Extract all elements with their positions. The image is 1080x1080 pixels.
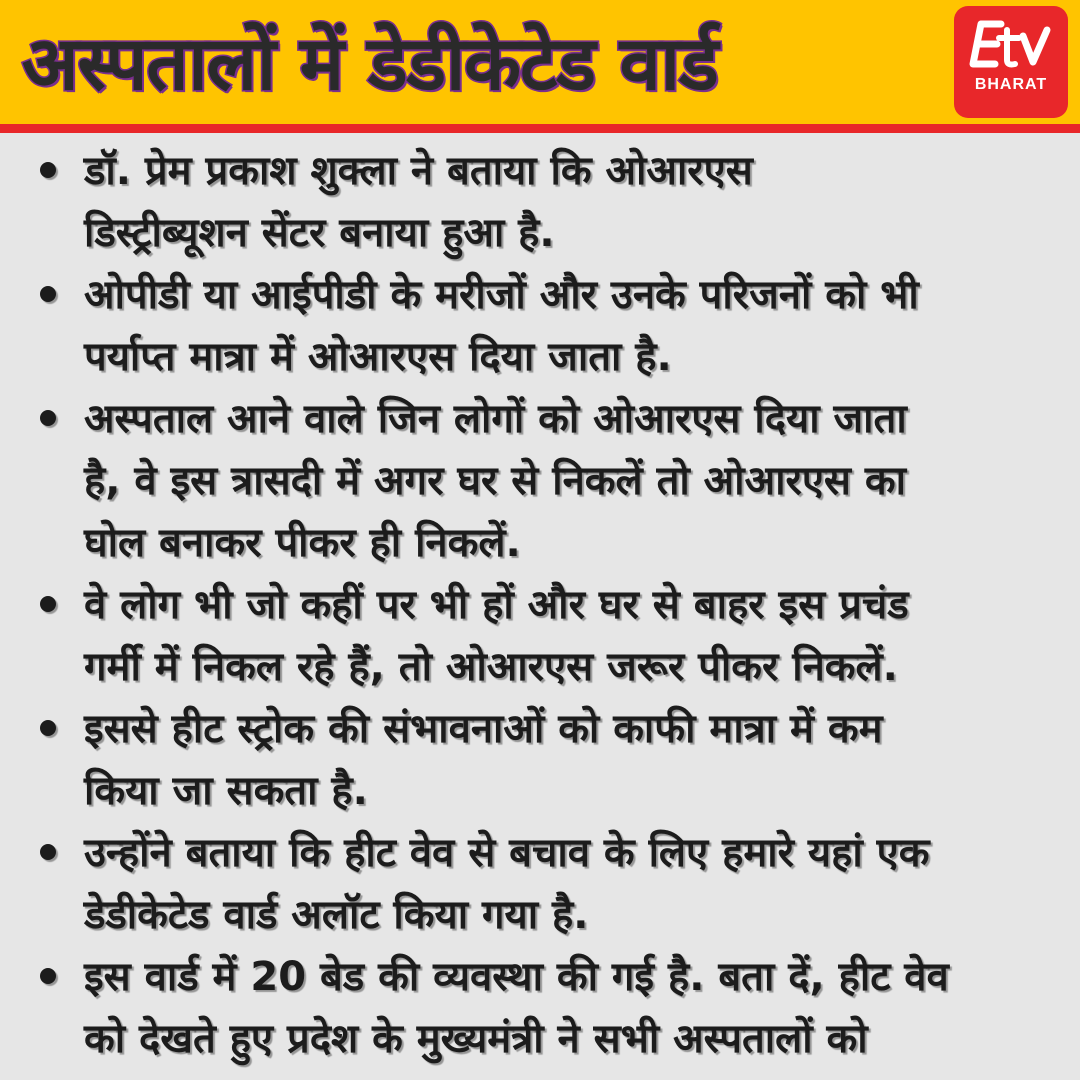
list-item xyxy=(0,264,1080,388)
bullet-line: को देखते हुए प्रदेश के मुख्यमंत्री ने सभी अस्पतालों को xyxy=(84,1016,868,1062)
bullet-line: अस्पताल आने वाले जिन लोगों को ओआरएस दिया जाता xyxy=(84,396,907,442)
bullet-line: इससे हीट स्ट्रोक की संभावनाओं को काफी मात्रा में कम xyxy=(84,706,883,752)
list-item xyxy=(0,388,1080,574)
list-item xyxy=(0,946,1080,1070)
etv-logo-icon xyxy=(967,16,1055,72)
list-item xyxy=(0,698,1080,822)
bullet-line: वे लोग भी जो कहीं पर भी हों और घर से बाहर इस प्रचंड xyxy=(84,582,909,628)
bullet-line: डिस्ट्रीब्यूशन सेंटर बनाया हुआ है. xyxy=(84,210,555,256)
etv-bharat-logo xyxy=(954,6,1068,118)
bullet-line: इस वार्ड में 20 बेड की व्यवस्था की गई है. बता दें, हीट वेव xyxy=(84,954,949,1000)
bullet-dot-icon xyxy=(40,844,56,860)
bullet-list xyxy=(0,140,1080,1070)
bullet-line: है, वे इस त्रासदी में अगर घर से निकलें तो ओआरएस का xyxy=(84,458,906,504)
header-divider xyxy=(0,124,1080,133)
list-item xyxy=(0,822,1080,946)
bullet-line: डॉ. प्रेम प्रकाश शुक्ला ने बताया कि ओआरएस xyxy=(84,148,753,194)
bullet-dot-icon xyxy=(40,720,56,736)
bullet-line: उन्होंने बताया कि हीट वेव से बचाव के लिए हमारे यहां एक xyxy=(84,830,930,876)
page-title: अस्पतालों में डेडीकेटेड वार्ड xyxy=(22,21,718,107)
bullet-dot-icon xyxy=(40,162,56,178)
bullet-line: घोल बनाकर पीकर ही निकलें. xyxy=(84,520,521,566)
logo-text: BHARAT xyxy=(974,76,1048,93)
list-item xyxy=(0,574,1080,698)
bullet-line: डेडीकेटेड वार्ड अलॉट किया गया है. xyxy=(84,892,589,938)
bullet-line: गर्मी में निकल रहे हैं, तो ओआरएस जरूर पीकर निकलें. xyxy=(84,644,898,690)
bullet-dot-icon xyxy=(40,968,56,984)
bullet-dot-icon xyxy=(40,410,56,426)
bullet-dot-icon xyxy=(40,286,56,302)
header-banner xyxy=(0,0,1080,124)
bullet-list-container xyxy=(0,140,1080,1070)
bullet-line: पर्याप्त मात्रा में ओआरएस दिया जाता है. xyxy=(84,334,672,380)
bullet-line: ओपीडी या आईपीडी के मरीजों और उनके परिजनों को भी xyxy=(84,272,919,318)
bullet-line: किया जा सकता है. xyxy=(84,768,368,814)
list-item xyxy=(0,140,1080,264)
bullet-dot-icon xyxy=(40,596,56,612)
